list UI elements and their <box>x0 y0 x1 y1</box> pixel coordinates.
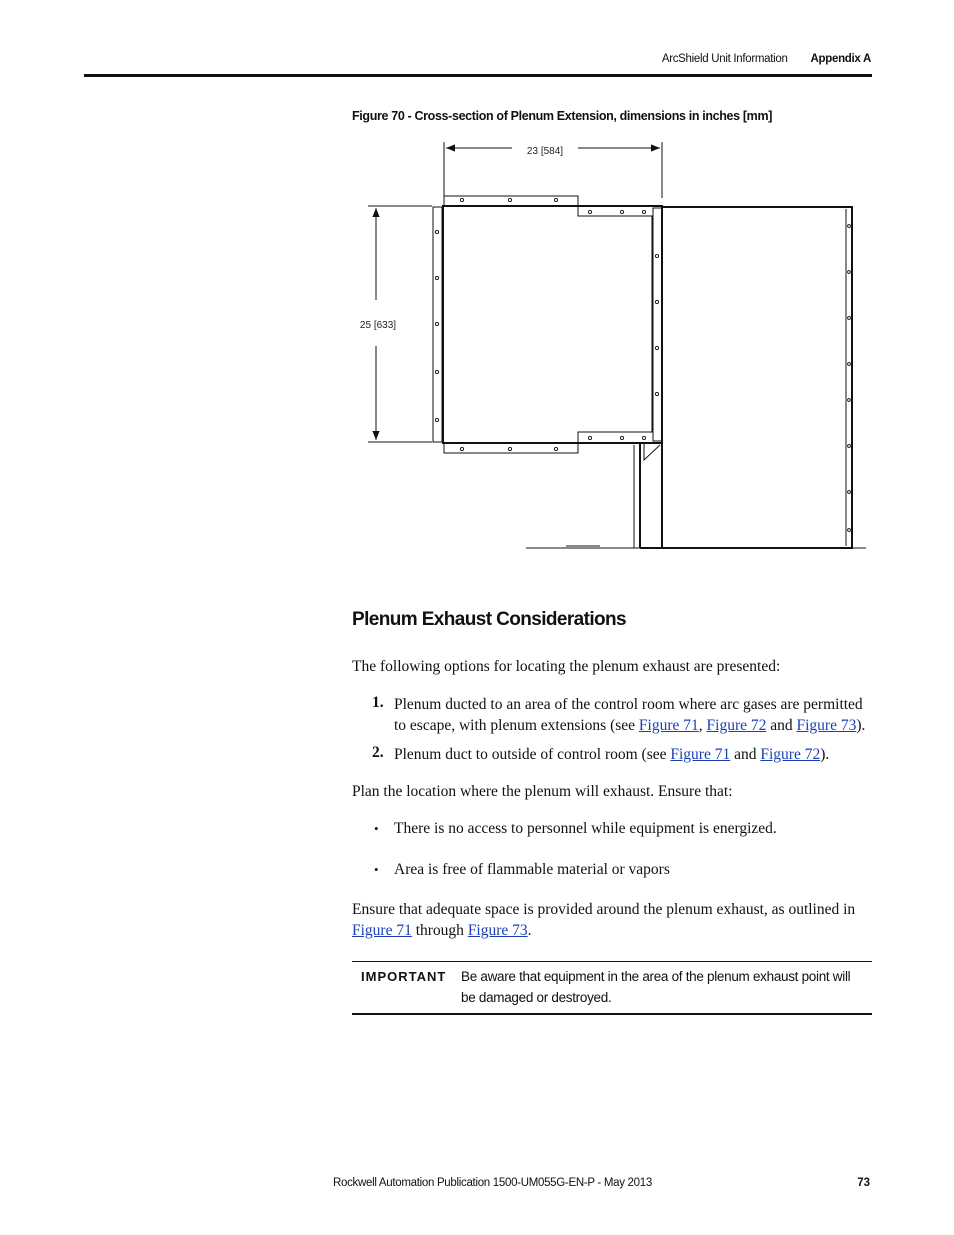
fastener-holes <box>435 198 850 531</box>
option-2-end: ). <box>820 746 830 763</box>
link-figure-72[interactable]: Figure 72 <box>760 746 821 763</box>
bullet-item-2: Area is free of flammable material or vapors <box>394 861 670 878</box>
option-1-sep1: , <box>698 717 707 734</box>
bullet-dot-icon: • <box>374 821 379 836</box>
section-heading: Plenum Exhaust Considerations <box>352 609 626 630</box>
option-1-end: ). <box>856 717 866 734</box>
link-figure-71[interactable]: Figure 71 <box>352 922 412 939</box>
ensure-paragraph <box>352 899 872 941</box>
figure-caption: Figure 70 - Cross-section of Plenum Extension, dimensions in inches [mm] <box>352 109 773 123</box>
width-dimension-label: 23 [584] <box>526 146 564 157</box>
header-section-title: ArcShield Unit Information <box>661 53 788 65</box>
option-number-1: 1. <box>372 694 384 711</box>
option-1-sep2: and <box>766 717 797 734</box>
footer-publication: Rockwell Automation Publication 1500-UM055G-EN-P - May 2013 <box>333 1177 652 1189</box>
link-figure-73[interactable]: Figure 73 <box>467 922 528 939</box>
option-item-2 <box>394 744 874 765</box>
plenum-extension <box>433 196 662 460</box>
plan-paragraph: Plan the location where the plenum will exhaust. Ensure that: <box>352 783 733 800</box>
bullet-item-1: There is no access to personnel while equipment is energized. <box>394 820 777 837</box>
important-text: Be aware that equipment in the area of the plenum exhaust point will be damaged or destroyed. <box>461 969 851 1005</box>
ensure-end: . <box>527 922 532 939</box>
important-label: IMPORTANT <box>361 969 447 984</box>
option-item-1 <box>394 694 874 736</box>
option-1-text: Plenum ducted to an area of the control room where arc gases are permitted to escape, with plenum extensions (see <box>394 696 863 734</box>
ensure-mid: through <box>411 922 468 939</box>
plenum-cross-section-drawing <box>0 0 954 600</box>
page-number: 73 <box>857 1177 870 1189</box>
bullet-dot-icon: • <box>374 862 379 877</box>
header-appendix: Appendix A <box>810 53 871 65</box>
important-top-rule <box>352 961 872 962</box>
important-bottom-rule <box>352 1013 872 1015</box>
link-figure-71[interactable]: Figure 71 <box>638 717 699 734</box>
adjacent-cabinet <box>526 207 866 548</box>
option-2-text: Plenum duct to outside of control room (see <box>394 746 671 763</box>
height-dimension-label: 25 [633] <box>359 320 397 331</box>
option-2-sep1: and <box>730 746 761 763</box>
option-number-2: 2. <box>372 744 384 761</box>
intro-paragraph: The following options for locating the plenum exhaust are presented: <box>352 658 781 675</box>
link-figure-73[interactable]: Figure 73 <box>796 717 857 734</box>
ensure-text: Ensure that adequate space is provided around the plenum exhaust, as outlined in <box>352 901 856 918</box>
link-figure-71[interactable]: Figure 71 <box>670 746 731 763</box>
link-figure-72[interactable]: Figure 72 <box>706 717 767 734</box>
